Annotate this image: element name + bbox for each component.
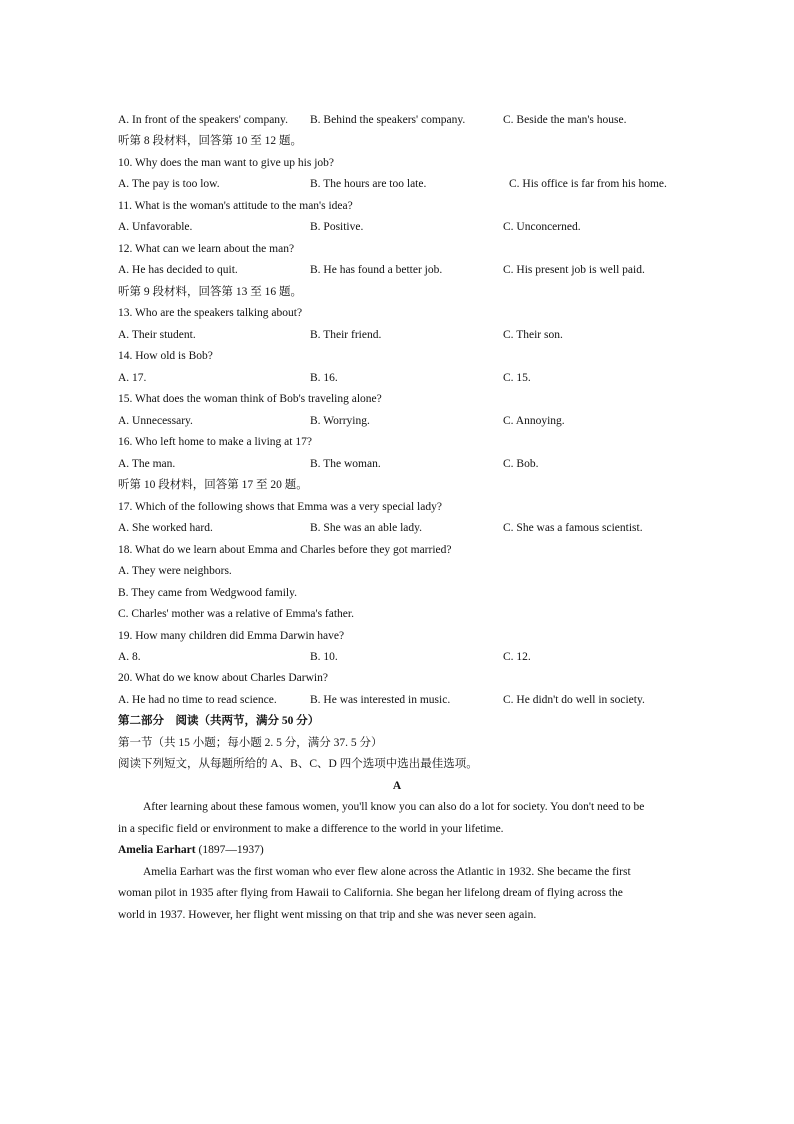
- q18-option-b: B. They came from Wedgwood family.: [118, 587, 297, 599]
- q9-option-b: B. Behind the speakers' company.: [310, 114, 466, 126]
- q10-option-c: C. His office is far from his home.: [509, 178, 667, 190]
- q13-option-a: A. Their student.: [118, 329, 196, 341]
- q18-option-c: C. Charles' mother was a relative of Emma's father.: [118, 608, 354, 620]
- q12-option-a: A. He has decided to quit.: [118, 264, 238, 276]
- q10-stem: 10. Why does the man want to give up his job?: [118, 157, 335, 169]
- q16-option-c: C. Bob.: [503, 458, 539, 470]
- passage-label: A: [392, 780, 402, 792]
- material-9-instruction: 听第 9 段材料，回答第 13 至 16 题。: [118, 286, 302, 298]
- q9-option-a: A. In front of the speakers' company.: [118, 114, 288, 126]
- section1-heading: 第一节（共 15 小题；每小题 2. 5 分，满分 37. 5 分）: [118, 737, 383, 749]
- q12-option-b: B. He has found a better job.: [310, 264, 443, 276]
- q17-option-c: C. She was a famous scientist.: [503, 522, 643, 534]
- q12-stem: 12. What can we learn about the man?: [118, 243, 295, 255]
- q20-option-c: C. He didn't do well in society.: [503, 694, 645, 706]
- q12-option-c: C. His present job is well paid.: [503, 264, 645, 276]
- q19-option-b: B. 10.: [310, 651, 338, 663]
- q15-option-b: B. Worrying.: [310, 415, 370, 427]
- q13-option-b: B. Their friend.: [310, 329, 382, 341]
- reading-instruction: 阅读下列短文，从每题所给的 A、B、C、D 四个选项中选出最佳选项。: [118, 758, 478, 770]
- q15-option-c: C. Annoying.: [503, 415, 565, 427]
- q14-option-b: B. 16.: [310, 372, 338, 384]
- q20-option-b: B. He was interested in music.: [310, 694, 451, 706]
- q19-option-a: A. 8.: [118, 651, 141, 663]
- bio-line-3: world in 1937. However, her flight went missing on that trip and she was never seen again.: [118, 909, 537, 921]
- q13-option-c: C. Their son.: [503, 329, 563, 341]
- q11-option-b: B. Positive.: [310, 221, 364, 233]
- q17-option-a: A. She worked hard.: [118, 522, 213, 534]
- q11-stem: 11. What is the woman's attitude to the man's idea?: [118, 200, 353, 212]
- part2-heading: 第二部分 阅读（共两节，满分 50 分）: [118, 715, 320, 727]
- q9-option-c: C. Beside the man's house.: [503, 114, 627, 126]
- q11-option-a: A. Unfavorable.: [118, 221, 193, 233]
- q17-stem: 17. Which of the following shows that Emma was a very special lady?: [118, 501, 442, 513]
- q20-option-a: A. He had no time to read science.: [118, 694, 277, 706]
- intro-line-2: in a specific field or environment to make a difference to the world in your lifetime.: [118, 823, 504, 835]
- q14-option-c: C. 15.: [503, 372, 531, 384]
- q13-stem: 13. Who are the speakers talking about?: [118, 307, 303, 319]
- person-name: Amelia Earhart: [118, 844, 196, 856]
- intro-line-1: After learning about these famous women, you'll know you can also do a lot for society. You don't need to be: [143, 801, 645, 813]
- q19-stem: 19. How many children did Emma Darwin have?: [118, 630, 345, 642]
- bio-line-1: Amelia Earhart was the first woman who ever flew alone across the Atlantic in 1932. She became the first: [143, 866, 631, 878]
- q18-stem: 18. What do we learn about Emma and Charles before they got married?: [118, 544, 452, 556]
- material-10-instruction: 听第 10 段材料，回答第 17 至 20 题。: [118, 479, 308, 491]
- q14-stem: 14. How old is Bob?: [118, 350, 213, 362]
- q16-stem: 16. Who left home to make a living at 17?: [118, 436, 312, 448]
- q15-stem: 15. What does the woman think of Bob's traveling alone?: [118, 393, 382, 405]
- person-years: (1897—1937): [195, 844, 264, 856]
- q14-option-a: A. 17.: [118, 372, 147, 384]
- material-8-instruction: 听第 8 段材料，回答第 10 至 12 题。: [118, 135, 302, 147]
- q10-option-b: B. The hours are too late.: [310, 178, 427, 190]
- q20-stem: 20. What do we know about Charles Darwin?: [118, 672, 328, 684]
- bio-line-2: woman pilot in 1935 after flying from Hawaii to California. She began her lifelong dream of flying across the: [118, 887, 623, 899]
- q16-option-a: A. The man.: [118, 458, 176, 470]
- q16-option-b: B. The woman.: [310, 458, 381, 470]
- q17-option-b: B. She was an able lady.: [310, 522, 422, 534]
- person-heading: [118, 843, 264, 857]
- q19-option-c: C. 12.: [503, 651, 531, 663]
- q11-option-c: C. Unconcerned.: [503, 221, 581, 233]
- q10-option-a: A. The pay is too low.: [118, 178, 220, 190]
- q18-option-a: A. They were neighbors.: [118, 565, 232, 577]
- q15-option-a: A. Unnecessary.: [118, 415, 193, 427]
